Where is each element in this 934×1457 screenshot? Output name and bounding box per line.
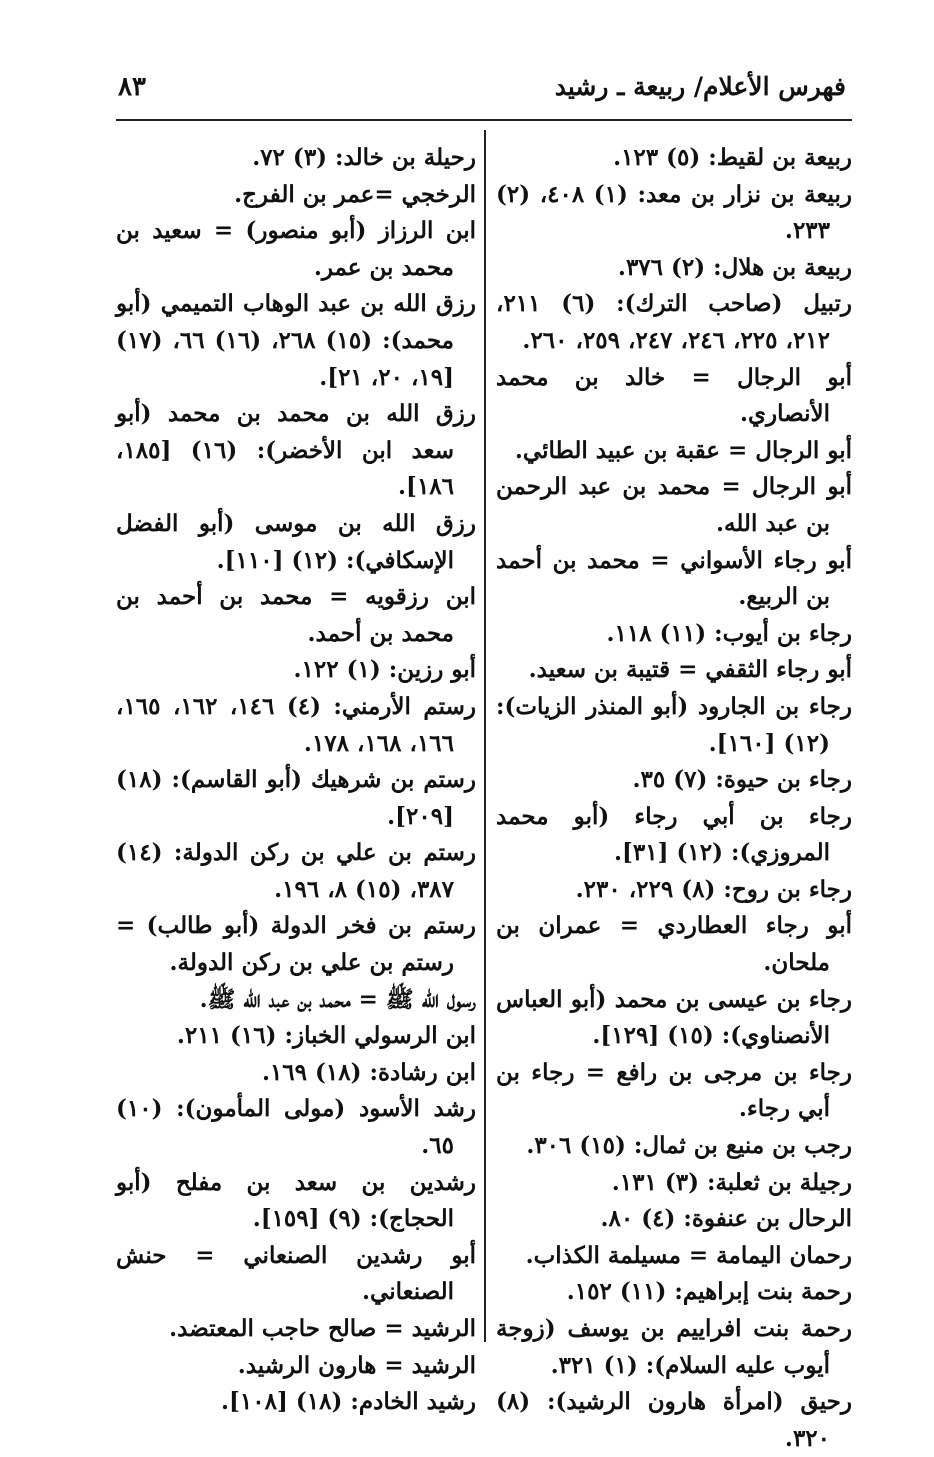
index-entry: أبو رجاء الثقفي = قتيبة بن سعيد. bbox=[528, 656, 852, 684]
index-entry: رجاء بن حيوة: (٧) ٣٥. bbox=[632, 766, 852, 794]
running-title: فهرس الأعلام/ ربيعة ـ رشيد bbox=[554, 72, 846, 101]
index-entry: ابن رشادة: (١٨) ١٦٩. bbox=[261, 1058, 476, 1086]
index-entry: رزق الله بن محمد بن محمد (أبو سعد ابن الأخضر): (١٦) [١٨٥، ١٨٦]. bbox=[116, 400, 476, 501]
index-entry: رتبيل (صاحب الترك): (٦) ٢١١، ٢١٢، ٢٢٥، ٢٤٦، ٢٤٧، ٢٥٩، ٢٦٠. bbox=[496, 290, 853, 354]
index-entry: أبو الرجال = خالد بن محمد الأنصاري. bbox=[496, 363, 852, 428]
index-entry: ربيعة بن هلال: (٢) ٣٧٦. bbox=[617, 253, 852, 281]
index-entry: ربيعة بن نزار بن معد: (١) ٤٠٨، (٢) ٢٣٣. bbox=[496, 180, 852, 245]
index-entry: رجب بن منيع بن ثمال: (١٥) ٣٠٦. bbox=[526, 1132, 852, 1160]
index-entry: ابن الرسولي الخباز: (١٦) ٢١١. bbox=[176, 1022, 476, 1050]
index-entry: رستم بن علي بن ركن الدولة: (١٤) ٣٨٧، (١٥) ٨، ١٩٦. bbox=[116, 839, 476, 903]
page-number: ٨٣ bbox=[118, 72, 146, 102]
index-entry: الرشيد = هارون الرشيد. bbox=[237, 1351, 476, 1379]
index-entry: رشد الأسود (مولى المأمون): (١٠) ٦٥. bbox=[116, 1095, 476, 1160]
index-entry: رشيد الخادم: (١٨) [١٠٨]. bbox=[221, 1388, 476, 1416]
index-entry: رستم بن شرهيك (أبو القاسم): (١٨) [٢٠٩]. bbox=[116, 766, 476, 830]
index-entry: رجاء بن مرجى بن رافع = رجاء بن أبي رجاء. bbox=[496, 1058, 852, 1123]
index-entry: رجاء بن أيوب: (١١) ١١٨. bbox=[606, 619, 852, 647]
index-entry: أبو رشدين الصنعاني = حنش الصنعاني. bbox=[116, 1241, 476, 1306]
index-entry: رحيلة بن خالد: (٣) ٧٢. bbox=[252, 144, 476, 171]
index-entry: رزق الله بن عبد الوهاب التميمي (أبو محمد): (١٥) ٢٦٨، (١٦) ٦٦، (١٧) [١٩، ٢٠، ٢١]. bbox=[116, 290, 476, 391]
index-entry: ابن الرزاز (أبو منصور) = سعيد بن محمد بن عمر. bbox=[116, 217, 476, 281]
index-entry: رستم بن فخر الدولة (أبو طالب) = رستم بن علي بن ركن الدولة. bbox=[116, 912, 476, 977]
header-rule bbox=[116, 119, 852, 121]
column-divider bbox=[484, 130, 486, 1342]
index-entry: رجاء بن عيسى بن محمد (أبو العباس الأنصناوي): (١٥) [١٢٩]. bbox=[496, 985, 852, 1050]
index-entry: رجاء بن روح: (٨) ٢٢٩، ٢٣٠. bbox=[575, 875, 852, 903]
index-entry: رزق الله بن موسى (أبو الفضل الإسكافي): (١٢) [١١٠]. bbox=[116, 509, 476, 574]
index-entry: الرخجي =عمر بن الفرج. bbox=[234, 180, 476, 208]
index-entry: أبو الرجال = محمد بن عبد الرحمن بن عبد الله. bbox=[496, 473, 852, 537]
index-column-right bbox=[496, 140, 852, 1457]
index-entry: أبو رجاء العطاردي = عمران بن ملحان. bbox=[496, 912, 852, 977]
index-entry: الرشيد = صالح حاجب المعتضد. bbox=[169, 1315, 476, 1342]
index-entry: أبو رزين: (١) ١٢٢. bbox=[293, 656, 476, 684]
index-entry: رجاء بن أبي رجاء (أبو محمد المروزي): (١٢) [٣١]. bbox=[496, 802, 852, 867]
index-entry: رحيق (امرأة هارون الرشيد): (٨) ٣٢٠. bbox=[496, 1388, 852, 1452]
index-entry: الرحال بن عنفوة: (٤) ٨٠. bbox=[600, 1205, 852, 1233]
index-entry: رسول الله ﷺ = محمد بن عبد الله ﷺ. bbox=[199, 985, 476, 1013]
index-entry: رحمة بنت افراييم بن يوسف (زوجة أيوب عليه السلام): (١) ٣٢١. bbox=[496, 1315, 852, 1379]
index-entry: أبو رجاء الأسواني = محمد بن أحمد بن الربيع. bbox=[496, 546, 852, 611]
index-entry: رجيلة بن ثعلبة: (٣) ١٣١. bbox=[611, 1168, 852, 1196]
index-entry: رجاء بن الجارود (أبو المنذر الزيات): (١٢) [١٦٠]. bbox=[496, 692, 852, 757]
index-entry: ربيعة بن لقيط: (٥) ١٢٣. bbox=[613, 144, 852, 171]
index-entry: ابن رزقويه = محمد بن أحمد بن محمد بن أحمد. bbox=[116, 583, 476, 647]
index-column-left bbox=[116, 140, 476, 1421]
index-entry: رشدين بن سعد بن مفلح (أبو الحجاج): (٩) [١٥٩]. bbox=[116, 1168, 476, 1233]
index-entry: رستم الأرمني: (٤) ١٤٦، ١٦٢، ١٦٥، ١٦٦، ١٦٨، ١٧٨. bbox=[116, 692, 476, 757]
index-entry: رحمة بنت إبراهيم: (١١) ١٥٢. bbox=[566, 1278, 852, 1306]
index-entry: رحمان اليمامة = مسيلمة الكذاب. bbox=[525, 1241, 852, 1269]
index-entry: أبو الرجال = عقبة بن عبيد الطائي. bbox=[514, 436, 852, 464]
